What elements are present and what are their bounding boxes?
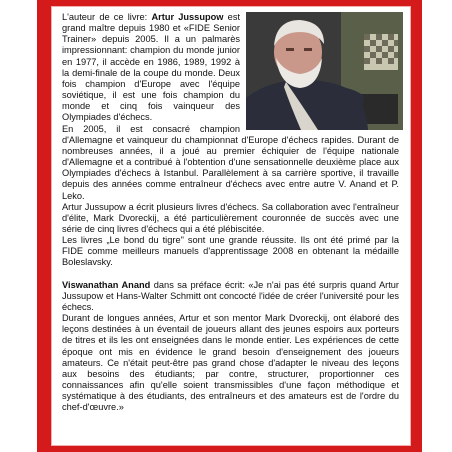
author-photo [246,12,403,130]
paragraph-lessons: Durant de longues années, Artur et son mentor Mark Dvoreckij, ont élaboré des leçons destinées à un éventail de joueurs allant des jeunes espoirs aux porteurs de titres et ils les ont enseignées dans le monde entier. Les expériences de cette époque ont mis en évidence le grand besoin d'enseignement des joueurs amateurs. Ce n'était peut-être pas grand chose d'adapter le niveau des leçons aux besoins des étudiants; par contre, structurer, proportionner ces connaissances afin qu'elle soient transmissibles d'une façon méthodique et systématique à des étudiants, des entraîneurs et des amateurs est de l'ordre du chef-d'œuvre.» [62,313,399,413]
intro-label: L'auteur de ce livre: [62,12,148,22]
paragraph-gap [62,269,399,280]
anand-name: Viswanathan Anand [62,279,151,290]
paragraph-anand [62,280,399,313]
paragraph-books: Artur Jussupow a écrit plusieurs livres d'échecs. Sa collaboration avec l'entraîneur d'élite, Mark Dvoreckij, a été particulièrement couronnée de succès avec une série de cinq livres d'échecs qui a été plébiscitée. [62,201,399,234]
paragraph-anand-rest: dans sa préface écrit: «Je n'ai pas été surpris quand Artur Jussupow et Hans-Walter Schmitt ont concocté l'idée de créer l'université pour les échecs. [62,279,399,312]
paragraph-2005: En 2005, il est consacré champion d'Allemagne et vainqueur du championnat d'Europe d'échecs rapides. Durant de nombreuses années, il a joué au premier échiquier de l'équipe nationale d'Allemagne et a contribué à l'obtention d'une sensationnelle deuxième place aux Olympiades d'échecs à Istanbul. Parallèlement à sa carrière sportive, il travaille depuis des années comme entraîneur d'échecs avec entre autre V. Anand et P. Leko. [62,123,399,201]
article-text [62,12,399,413]
author-name: Artur Jussupow [151,12,224,22]
paragraph-tiger: Les livres „Le bond du tigre" sont une grande réussite. Ils ont été primé par la FIDE comme meilleurs manuels d'apprentissage 2008 en obtenant la médaille Boleslavsky. [62,235,399,268]
paragraph-author-rest: est grand maître depuis 1980 et «FIDE Senior Trainer» depuis 2005. Il a un palmarès impressionnant: champion du monde junior en 1977, il accède en 1986, 1989, 1992 à la demi-finale de la coupe du monde. Deux fois champion d'Europe avec l'équipe soviétique, il est une fois champion du monde et cinq fois vainqueur des Olympiades d'échecs. [62,12,241,123]
author-photo-icon [246,12,403,130]
